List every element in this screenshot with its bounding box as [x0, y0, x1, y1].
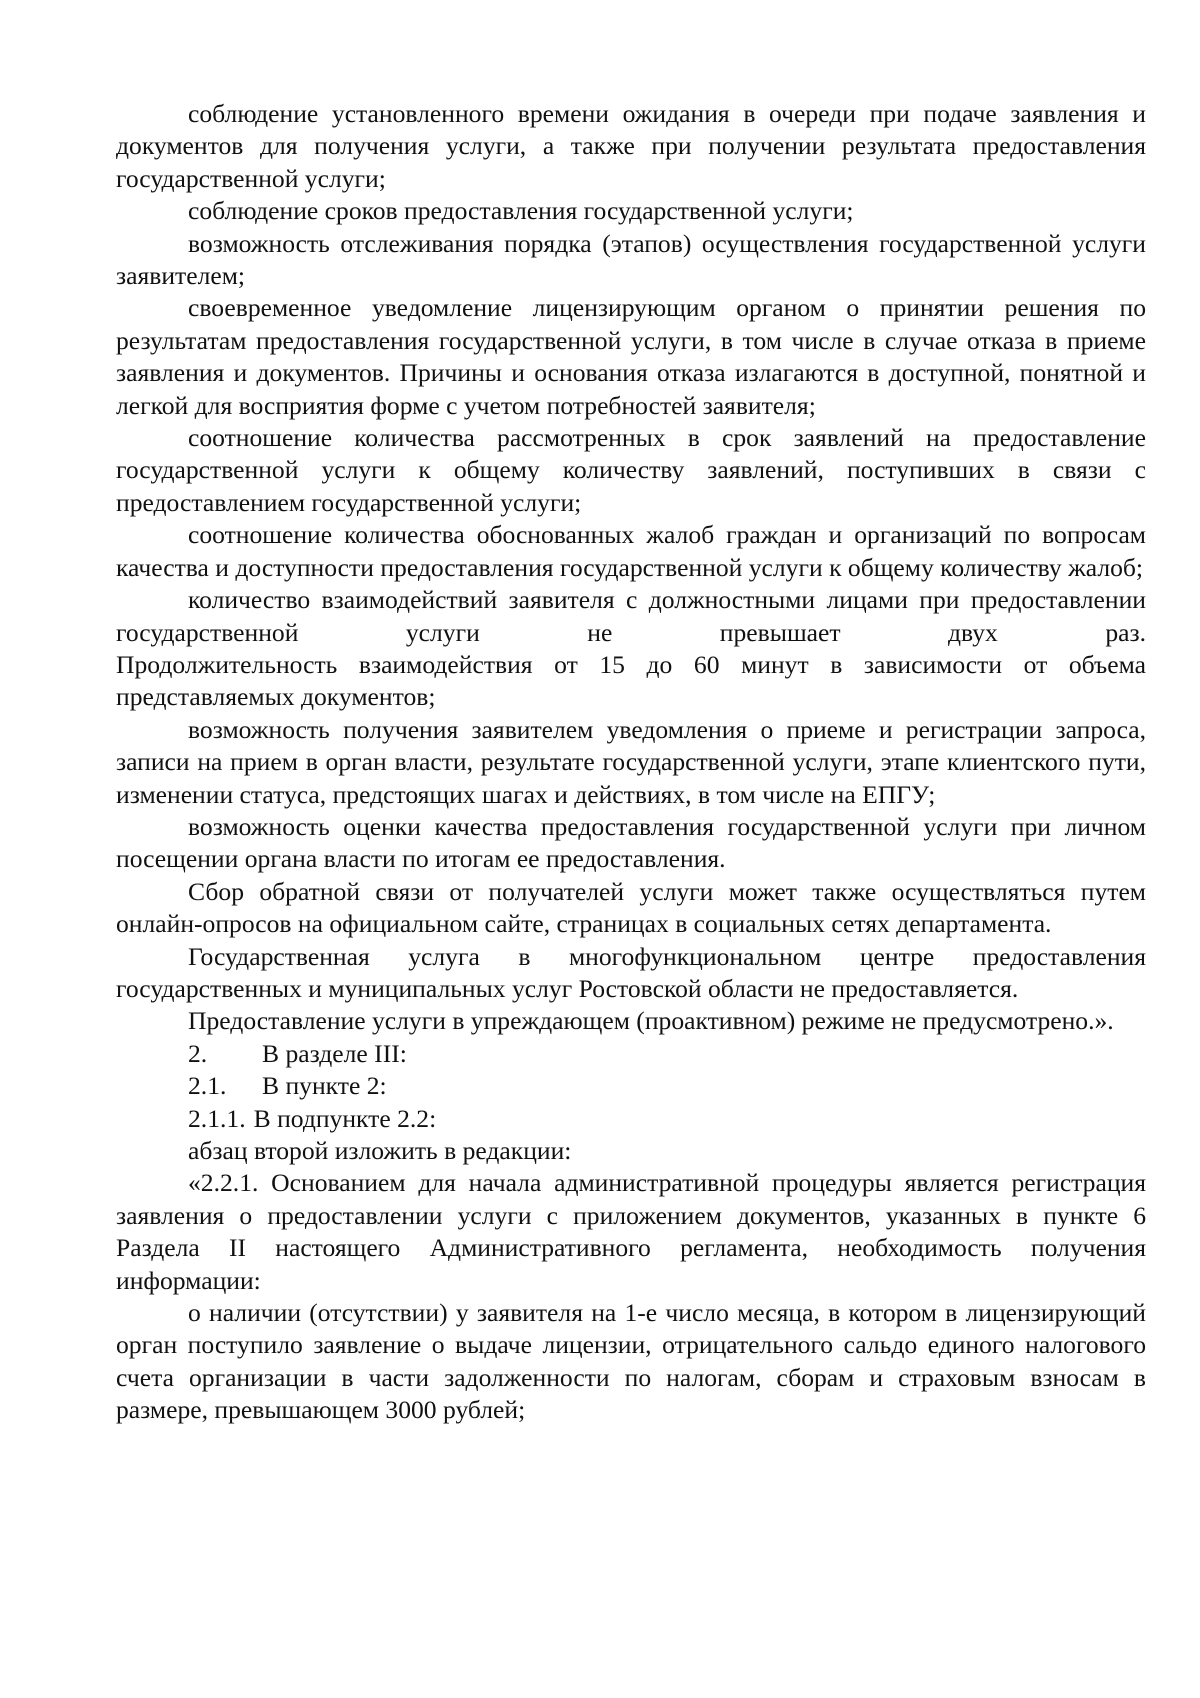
- paragraph-ratio-applications: соотношение количества рассмотренных в срок заявлений на предоставление государственной услуги к общему количеству заявлений, поступивших в связи с предоставлением государственной услуги;: [116, 423, 1146, 517]
- paragraph-tax-balance: о наличии (отсутствии) у заявителя на 1-е число месяца, в котором в лицензирующий орган поступило заявление о выдаче лицензии, отрицательного сальдо единого налогового счета организации в части задолженности по налогам, сборам и страховым взносам в размере, превышающем 3000 рублей;: [116, 1298, 1146, 1425]
- paragraph-waiting-time: соблюдение установленного времени ожидания в очереди при подаче заявления и документов для получения услуги, а также при получении результата предоставления государственной услуги;: [116, 99, 1146, 193]
- numbered-item-point-2: [116, 1070, 1146, 1102]
- item-number: 2.: [188, 1038, 208, 1068]
- paragraph-notification-options: возможность получения заявителем уведомления о приеме и регистрации запроса, записи на прием в орган власти, результате государственной услуги, этапе клиентского пути, изменении статуса, предстоящих шагах и действиях, в том числе на ЕПГУ;: [116, 714, 1146, 809]
- paragraph-tracking: возможность отслеживания порядка (этапов) осуществления государственной услуги заявителем;: [116, 228, 1146, 291]
- item-text: В подпункте 2.2:: [253, 1103, 437, 1133]
- paragraph-notification: своевременное уведомление лицензирующим органом о принятии решения по результатам предоставления государственной услуги, в том числе в случае отказа в приеме заявления и документов. Причины и основания отказа излагаются в доступной, понятной и легкой для восприятия форме с учетом потребностей заявителя;: [116, 293, 1146, 420]
- paragraph-deadlines: соблюдение сроков предоставления государственной услуги;: [188, 196, 854, 226]
- paragraph-mfc: Государственная услуга в многофункциональном центре предоставления государственных и муниципальных услуг Ростовской области не предоставляется.: [116, 941, 1146, 1003]
- paragraph-edit-instruction: абзац второй изложить в редакции:: [188, 1136, 572, 1165]
- item-text: В пункте 2:: [262, 1071, 387, 1101]
- paragraph-basis-procedure: «2.2.1. Основанием для начала административной процедуры является регистрация заявления о предоставлении услуги с приложением документов, указанных в пункте 6 Раздела II настоящего Административного регламента, необходимость получения информации:: [116, 1168, 1146, 1295]
- paragraph-quality-assessment: возможность оценки качества предоставления государственной услуги при личном посещении органа власти по итогам ее предоставления.: [116, 811, 1146, 874]
- paragraph-duration: Продолжительность взаимодействия от 15 до 60 минут в зависимости от объема представляемых документов;: [116, 649, 1146, 712]
- paragraph-ratio-complaints: соотношение количества обоснованных жалоб граждан и организаций по вопросам качества и доступности предоставления государственной услуги к общему количеству жалоб;: [116, 520, 1146, 582]
- item-number: 2.1.1.: [188, 1103, 246, 1133]
- paragraph-feedback: Сбор обратной связи от получателей услуги может также осуществляться путем онлайн-опросов на официальном сайте, страницах в социальных сетях департамента.: [116, 876, 1146, 939]
- item-text: В разделе III:: [262, 1038, 407, 1068]
- numbered-item-section-3: [116, 1038, 1146, 1070]
- document-body: [116, 98, 1146, 1427]
- numbered-item-subpoint-2-2: [116, 1103, 1146, 1135]
- paragraph-interactions: количество взаимодействий заявителя с должностными лицами при предоставлении государственной услуги не превышает двух раз.: [116, 585, 1146, 647]
- paragraph-proactive: Предоставление услуги в упреждающем (проактивном) режиме не предусмотрено.».: [188, 1006, 1114, 1036]
- item-number: 2.1.: [188, 1071, 227, 1101]
